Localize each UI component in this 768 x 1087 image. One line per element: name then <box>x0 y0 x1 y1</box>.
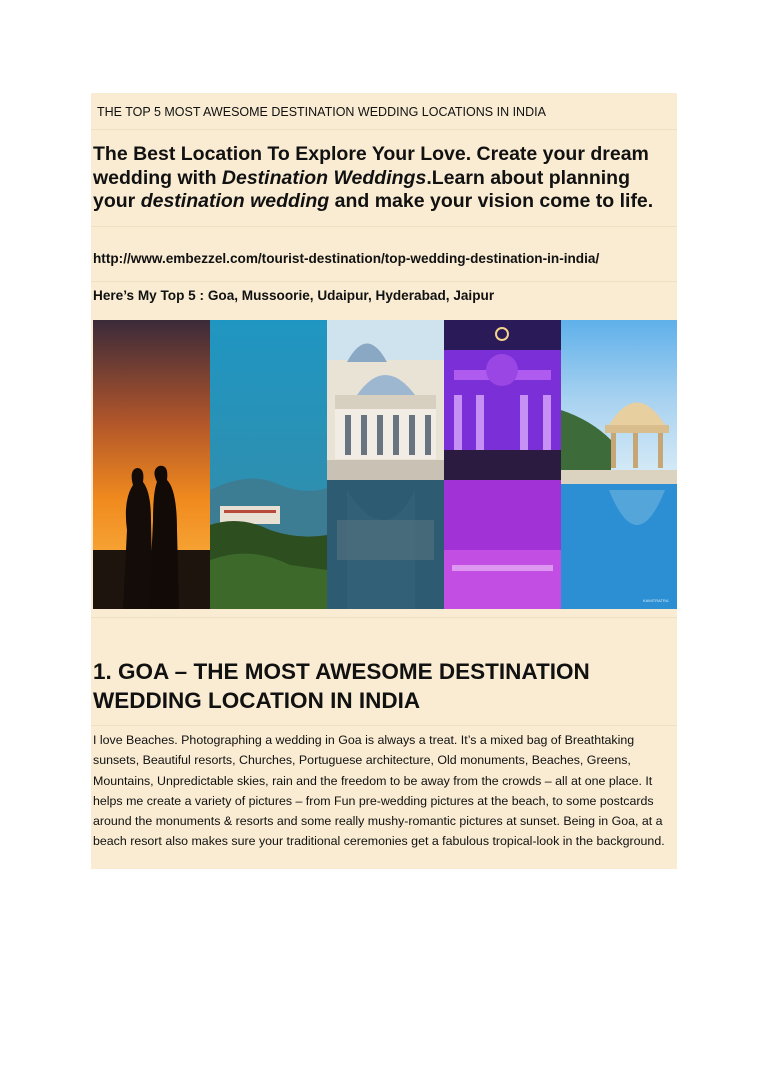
section-body-goa: I love Beaches. Photographing a wedding in Goa is always a treat. It’s a mixed bag of Breathtaking sunsets, Beautiful resorts, Churches, Portuguese architecture, Old monuments, Beaches, Greens, Mountains, Unpredictable skies, rain and the freedom to be away from the crowds – all at one place. It helps me create a variety of pictures – from Fun pre-wedding pictures at the beach, to some postcards around the monuments & resorts and some really mushy-romantic pictures at sunset. Being in Goa, at a beach resort also makes sure your traditional ceremonies get a fabulous tropical-look in the background. <box>93 733 665 849</box>
section-heading-goa: 1. GOA – THE MOST AWESOME DESTINATION WEDDING LOCATION IN INDIA <box>93 659 590 713</box>
lead-emphasis-1: Destination Weddings <box>221 166 427 189</box>
photo-watermark: KAMITRATRA <box>643 598 669 603</box>
udaipur-palace-photo <box>327 320 444 609</box>
row-divider <box>91 725 677 726</box>
row-divider <box>91 226 677 227</box>
goa-sunset-couple-photo <box>93 320 210 609</box>
document-page <box>91 93 677 869</box>
jaipur-pool-chhatri-photo <box>561 320 677 609</box>
hyderabad-purple-palace-photo <box>444 320 561 609</box>
lead-emphasis-2: destination wedding <box>140 190 330 212</box>
top-five-list: Here’s My Top 5 : Goa, Mussoorie, Udaipur, Hyderabad, Jaipur <box>93 288 495 303</box>
lead-text-1: The Best Location To Explore Your Love. Create your dream wedding with <box>93 143 649 189</box>
document-title: THE TOP 5 MOST AWESOME DESTINATION WEDDING LOCATIONS IN INDIA <box>97 105 546 119</box>
lead-paragraph <box>93 143 673 214</box>
row-divider <box>91 281 677 282</box>
destination-photo-collage <box>93 320 677 609</box>
lead-text-2: .Learn about planning your <box>93 166 630 212</box>
lead-text-3: and make your vision come to life. <box>329 190 654 212</box>
source-link[interactable]: http://www.embezzel.com/tourist-destination/top-wedding-destination-in-india/ <box>93 251 600 266</box>
mussoorie-hills-photo <box>210 320 327 609</box>
row-divider <box>91 129 677 130</box>
row-divider <box>91 617 677 618</box>
